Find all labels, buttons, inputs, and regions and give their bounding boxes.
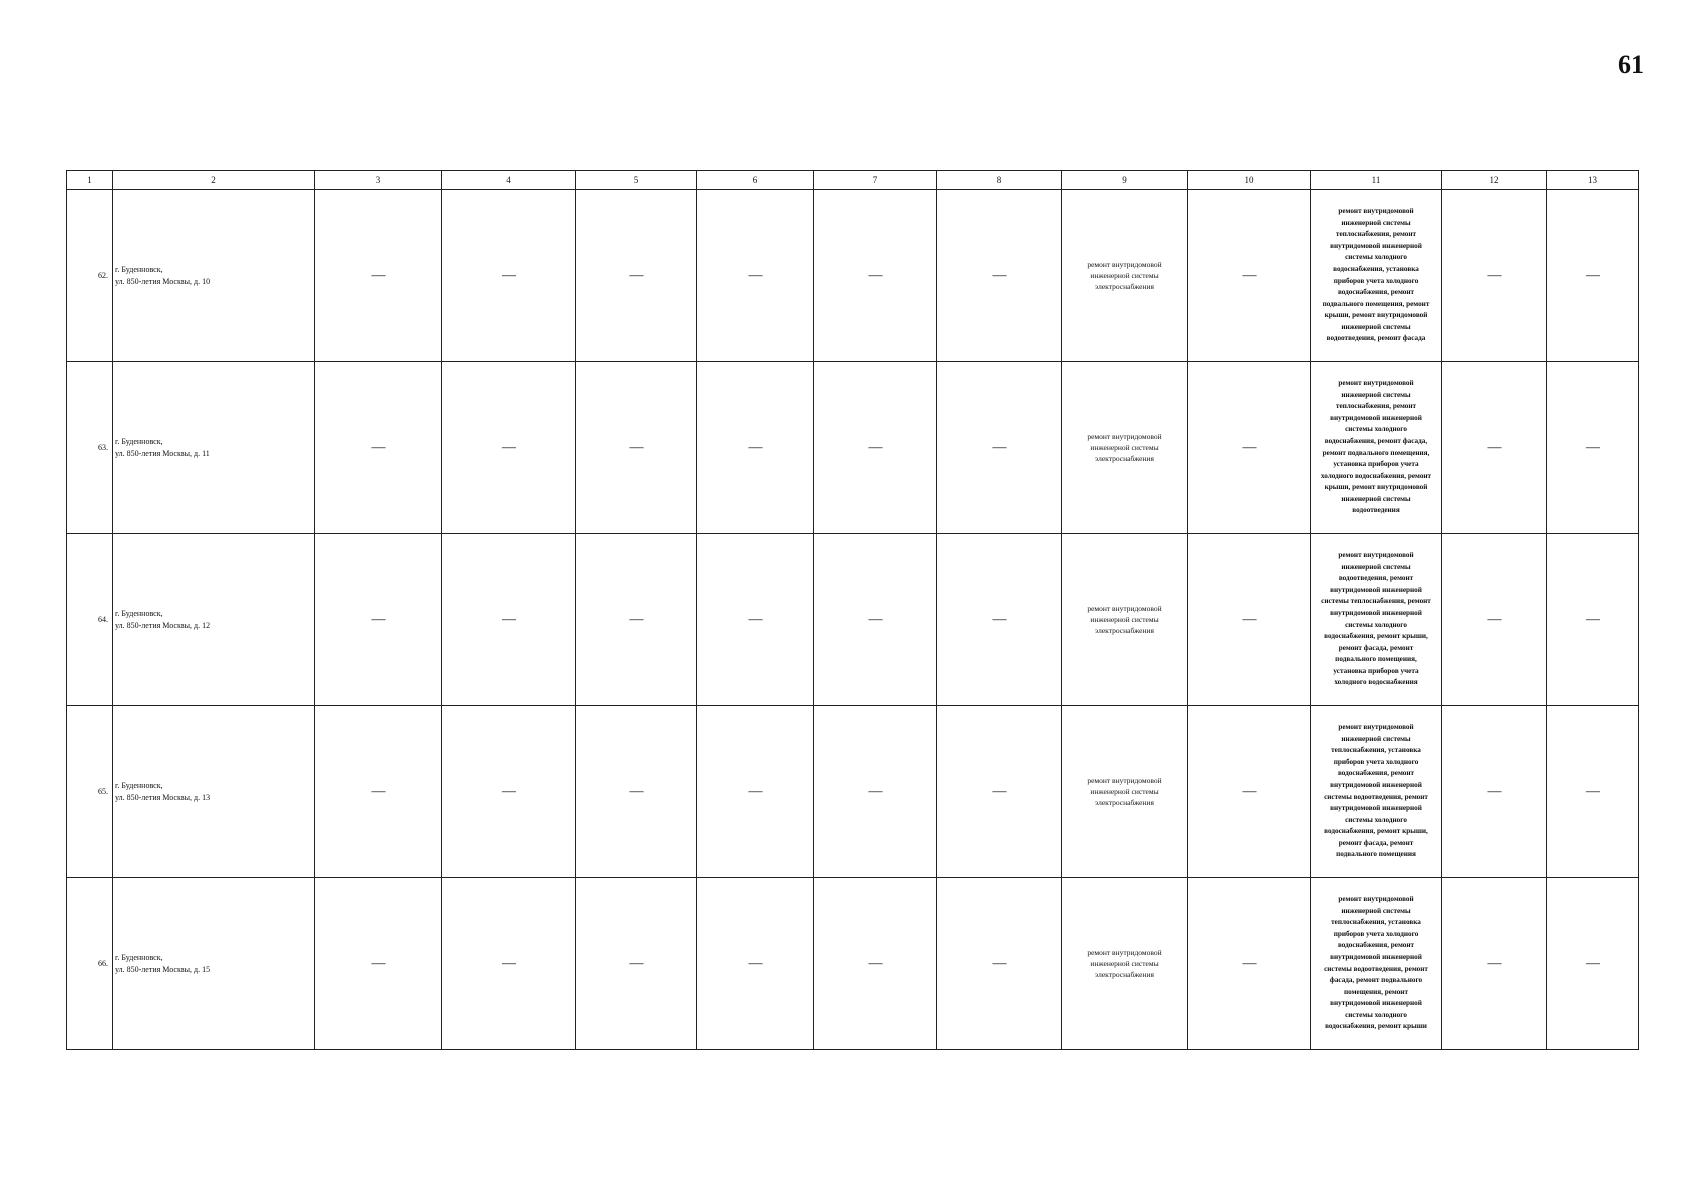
table-row [67, 706, 1639, 878]
address-city: г. Буденновск, [115, 608, 163, 618]
cell-col-6: — [697, 534, 814, 706]
cell-col-7: — [814, 878, 937, 1050]
cell-col-13: — [1547, 362, 1639, 534]
cell-col-6: — [697, 706, 814, 878]
address-cell [113, 534, 315, 706]
cell-col-13: — [1547, 534, 1639, 706]
cell-col-4: — [442, 878, 576, 1050]
cell-col-12: — [1442, 534, 1547, 706]
address-city: г. Буденновск, [115, 952, 163, 962]
cell-col-3: — [315, 190, 442, 362]
cell-col-8: — [937, 190, 1062, 362]
cell-col-12: — [1442, 706, 1547, 878]
cell-col-6: — [697, 878, 814, 1050]
address-cell [113, 878, 315, 1050]
column-header-9: 9 [1062, 171, 1188, 190]
column-header-8: 8 [937, 171, 1062, 190]
cell-col-10: — [1188, 534, 1311, 706]
cell-col-12: — [1442, 878, 1547, 1050]
address-street: ул. 850-летия Москвы, д. 10 [115, 276, 211, 286]
address-cell [113, 190, 315, 362]
cell-col-12: — [1442, 190, 1547, 362]
table-row [67, 190, 1639, 362]
column-header-4: 4 [442, 171, 576, 190]
address-street: ул. 850-летия Москвы, д. 13 [115, 792, 211, 802]
column-header-10: 10 [1188, 171, 1311, 190]
cell-col-9: ремонт внутридомовой инженерной системы электроснабжения [1062, 706, 1188, 878]
table-row [67, 878, 1639, 1050]
header-row [67, 171, 1639, 190]
address-city: г. Буденновск, [115, 780, 163, 790]
cell-col-3: — [315, 362, 442, 534]
cell-col-11: ремонт внутридомовой инженерной системы водоотведения, ремонт внутридомовой инженерной системы теплоснабжения, ремонт внутридомовой инженерной системы холодного водоснабжения, ремонт крыши, ремонт фасада, ремонт подвального помещения, установка приборов учета холодного водоснабжения [1311, 534, 1442, 706]
row-number: 63. [67, 362, 113, 534]
cell-col-4: — [442, 534, 576, 706]
address-cell [113, 362, 315, 534]
cell-col-9: ремонт внутридомовой инженерной системы электроснабжения [1062, 190, 1188, 362]
column-header-5: 5 [576, 171, 697, 190]
cell-col-8: — [937, 706, 1062, 878]
cell-col-9: ремонт внутридомовой инженерной системы электроснабжения [1062, 878, 1188, 1050]
address-street: ул. 850-летия Москвы, д. 15 [115, 964, 211, 974]
cell-col-13: — [1547, 878, 1639, 1050]
cell-col-11: ремонт внутридомовой инженерной системы теплоснабжения, установка приборов учета холодного водоснабжения, ремонт внутридомовой инженерной системы водоотведения, ремонт внутридомовой инженерной системы холодного водоснабжения, ремонт крыши, ремонт фасада, ремонт подвального помещения [1311, 706, 1442, 878]
column-header-3: 3 [315, 171, 442, 190]
table-row [67, 362, 1639, 534]
cell-col-11: ремонт внутридомовой инженерной системы теплоснабжения, ремонт внутридомовой инженерной системы холодного водоснабжения, ремонт фасада, ремонт подвального помещения, установка приборов учета холодного водоснабжения, ремонт крыши, ремонт внутридомовой инженерной системы водоотведения [1311, 362, 1442, 534]
cell-col-3: — [315, 534, 442, 706]
column-header-13: 13 [1547, 171, 1639, 190]
cell-col-3: — [315, 878, 442, 1050]
cell-col-7: — [814, 706, 937, 878]
cell-col-7: — [814, 190, 937, 362]
cell-col-4: — [442, 190, 576, 362]
row-number: 64. [67, 534, 113, 706]
cell-col-5: — [576, 706, 697, 878]
cell-col-11: ремонт внутридомовой инженерной системы теплоснабжения, ремонт внутридомовой инженерной системы холодного водоснабжения, установка приборов учета холодного водоснабжения, ремонт подвального помещения, ремонт крыши, ремонт внутридомовой инженерной системы водоотведения, ремонт фасада [1311, 190, 1442, 362]
repair-table [66, 170, 1639, 1050]
cell-col-8: — [937, 362, 1062, 534]
cell-col-4: — [442, 362, 576, 534]
address-city: г. Буденновск, [115, 264, 163, 274]
cell-col-10: — [1188, 706, 1311, 878]
cell-col-10: — [1188, 878, 1311, 1050]
cell-col-5: — [576, 190, 697, 362]
row-number: 65. [67, 706, 113, 878]
cell-col-12: — [1442, 362, 1547, 534]
column-header-1: 1 [67, 171, 113, 190]
address-street: ул. 850-летия Москвы, д. 12 [115, 620, 211, 630]
address-cell [113, 706, 315, 878]
cell-col-7: — [814, 534, 937, 706]
cell-col-5: — [576, 362, 697, 534]
row-number: 66. [67, 878, 113, 1050]
cell-col-11: ремонт внутридомовой инженерной системы теплоснабжения, установка приборов учета холодного водоснабжения, ремонт внутридомовой инженерной системы водоотведения, ремонт фасада, ремонт подвального помещения, ремонт внутридомовой инженерной системы холодного водоснабжения, ремонт крыши [1311, 878, 1442, 1050]
cell-col-13: — [1547, 190, 1639, 362]
column-header-11: 11 [1311, 171, 1442, 190]
cell-col-6: — [697, 190, 814, 362]
page-number: 61 [1618, 50, 1644, 79]
repair-table-container [66, 170, 1638, 1050]
cell-col-10: — [1188, 190, 1311, 362]
cell-col-5: — [576, 534, 697, 706]
cell-col-7: — [814, 362, 937, 534]
cell-col-9: ремонт внутридомовой инженерной системы электроснабжения [1062, 534, 1188, 706]
column-header-2: 2 [113, 171, 315, 190]
address-street: ул. 850-летия Москвы, д. 11 [115, 448, 210, 458]
cell-col-13: — [1547, 706, 1639, 878]
column-header-6: 6 [697, 171, 814, 190]
row-number: 62. [67, 190, 113, 362]
cell-col-3: — [315, 706, 442, 878]
cell-col-9: ремонт внутридомовой инженерной системы электроснабжения [1062, 362, 1188, 534]
cell-col-6: — [697, 362, 814, 534]
column-header-12: 12 [1442, 171, 1547, 190]
cell-col-5: — [576, 878, 697, 1050]
cell-col-4: — [442, 706, 576, 878]
address-city: г. Буденновск, [115, 436, 163, 446]
table-row [67, 534, 1639, 706]
column-header-7: 7 [814, 171, 937, 190]
cell-col-8: — [937, 534, 1062, 706]
cell-col-8: — [937, 878, 1062, 1050]
cell-col-10: — [1188, 362, 1311, 534]
